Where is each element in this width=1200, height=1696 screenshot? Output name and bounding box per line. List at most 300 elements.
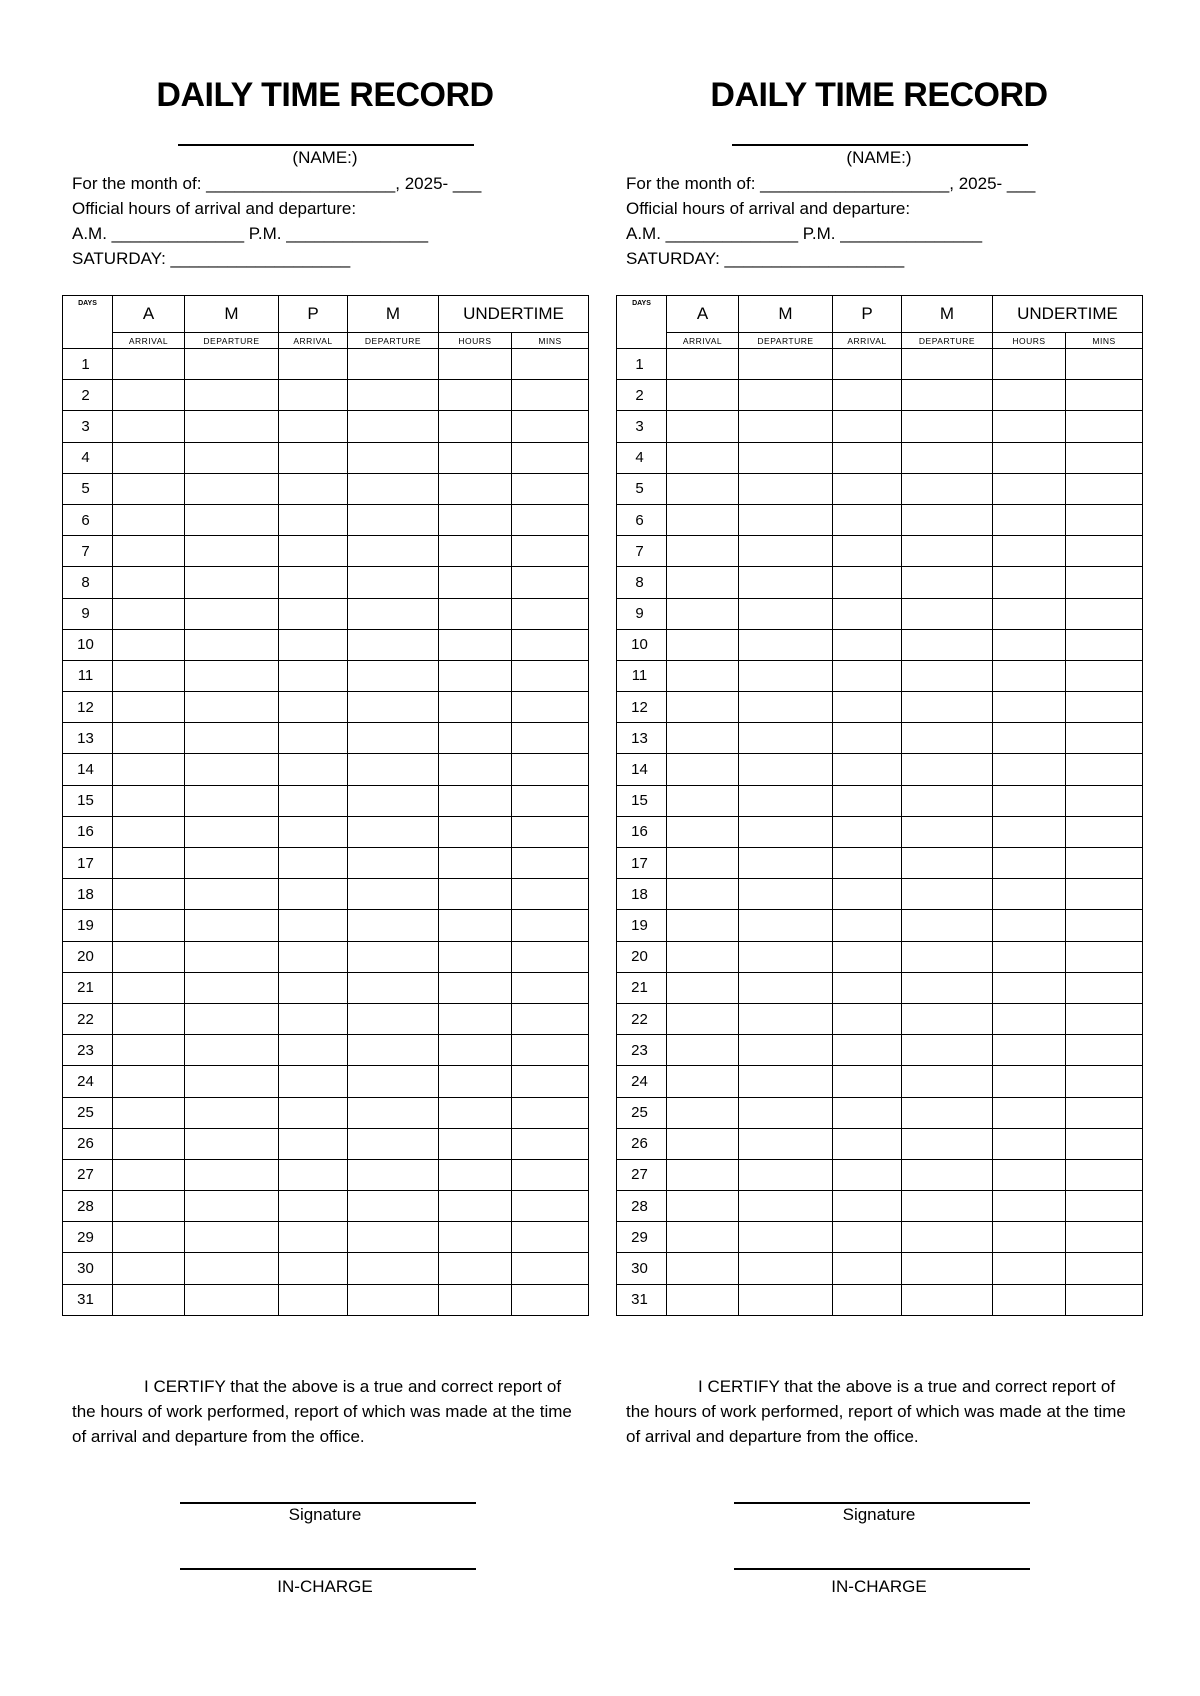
undertime-hours-cell[interactable] — [993, 1097, 1066, 1128]
pm-departure-cell[interactable] — [902, 598, 993, 629]
pm-arrival-cell[interactable] — [279, 723, 348, 754]
am-arrival-cell[interactable] — [667, 692, 739, 723]
am-departure-cell[interactable] — [185, 536, 279, 567]
undertime-mins-cell[interactable] — [1066, 1097, 1143, 1128]
undertime-hours-cell[interactable] — [993, 660, 1066, 691]
pm-arrival-cell[interactable] — [279, 941, 348, 972]
undertime-hours-cell[interactable] — [439, 972, 512, 1003]
pm-arrival-cell[interactable] — [833, 816, 902, 847]
pm-departure-cell[interactable] — [902, 1035, 993, 1066]
am-arrival-cell[interactable] — [667, 536, 739, 567]
undertime-hours-cell[interactable] — [993, 567, 1066, 598]
pm-departure-cell[interactable] — [348, 848, 439, 879]
undertime-hours-cell[interactable] — [993, 1128, 1066, 1159]
pm-departure-cell[interactable] — [902, 910, 993, 941]
pm-departure-cell[interactable] — [348, 1003, 439, 1034]
undertime-hours-cell[interactable] — [439, 1159, 512, 1190]
am-departure-cell[interactable] — [739, 411, 833, 442]
undertime-hours-cell[interactable] — [439, 349, 512, 380]
undertime-hours-cell[interactable] — [993, 629, 1066, 660]
pm-arrival-cell[interactable] — [833, 785, 902, 816]
pm-arrival-cell[interactable] — [279, 816, 348, 847]
am-departure-cell[interactable] — [185, 1253, 279, 1284]
undertime-mins-cell[interactable] — [1066, 1035, 1143, 1066]
undertime-mins-cell[interactable] — [1066, 567, 1143, 598]
pm-departure-cell[interactable] — [902, 1066, 993, 1097]
am-departure-cell[interactable] — [185, 879, 279, 910]
am-arrival-cell[interactable] — [113, 1066, 185, 1097]
undertime-mins-cell[interactable] — [512, 1284, 589, 1315]
undertime-mins-cell[interactable] — [1066, 1191, 1143, 1222]
am-departure-cell[interactable] — [185, 723, 279, 754]
am-departure-cell[interactable] — [185, 941, 279, 972]
pm-arrival-cell[interactable] — [279, 1066, 348, 1097]
am-departure-cell[interactable] — [739, 660, 833, 691]
undertime-mins-cell[interactable] — [512, 473, 589, 504]
am-arrival-cell[interactable] — [667, 349, 739, 380]
pm-arrival-cell[interactable] — [833, 411, 902, 442]
am-arrival-cell[interactable] — [113, 1191, 185, 1222]
am-departure-cell[interactable] — [185, 349, 279, 380]
am-departure-cell[interactable] — [739, 380, 833, 411]
undertime-hours-cell[interactable] — [439, 1191, 512, 1222]
undertime-hours-cell[interactable] — [439, 1284, 512, 1315]
pm-arrival-cell[interactable] — [279, 660, 348, 691]
am-departure-cell[interactable] — [739, 349, 833, 380]
undertime-mins-cell[interactable] — [1066, 879, 1143, 910]
undertime-mins-cell[interactable] — [1066, 1222, 1143, 1253]
pm-arrival-cell[interactable] — [279, 692, 348, 723]
pm-departure-cell[interactable] — [902, 1191, 993, 1222]
pm-departure-cell[interactable] — [902, 941, 993, 972]
am-arrival-cell[interactable] — [113, 598, 185, 629]
pm-departure-cell[interactable] — [348, 1222, 439, 1253]
pm-arrival-cell[interactable] — [279, 411, 348, 442]
undertime-mins-cell[interactable] — [1066, 598, 1143, 629]
am-arrival-cell[interactable] — [113, 442, 185, 473]
am-departure-cell[interactable] — [185, 411, 279, 442]
pm-arrival-cell[interactable] — [279, 349, 348, 380]
am-arrival-cell[interactable] — [667, 1035, 739, 1066]
undertime-mins-cell[interactable] — [512, 1128, 589, 1159]
pm-departure-cell[interactable] — [348, 754, 439, 785]
am-departure-cell[interactable] — [739, 879, 833, 910]
pm-arrival-cell[interactable] — [279, 879, 348, 910]
undertime-hours-cell[interactable] — [439, 941, 512, 972]
pm-arrival-cell[interactable] — [833, 1097, 902, 1128]
am-departure-cell[interactable] — [739, 1159, 833, 1190]
pm-arrival-cell[interactable] — [279, 473, 348, 504]
undertime-hours-cell[interactable] — [439, 629, 512, 660]
undertime-hours-cell[interactable] — [993, 692, 1066, 723]
pm-departure-cell[interactable] — [348, 536, 439, 567]
am-departure-cell[interactable] — [185, 1222, 279, 1253]
undertime-hours-cell[interactable] — [439, 816, 512, 847]
undertime-hours-cell[interactable] — [439, 754, 512, 785]
undertime-mins-cell[interactable] — [512, 567, 589, 598]
am-departure-cell[interactable] — [739, 629, 833, 660]
pm-departure-cell[interactable] — [902, 349, 993, 380]
am-departure-cell[interactable] — [185, 754, 279, 785]
pm-departure-cell[interactable] — [902, 1253, 993, 1284]
pm-arrival-cell[interactable] — [833, 349, 902, 380]
undertime-hours-cell[interactable] — [439, 1003, 512, 1034]
pm-arrival-cell[interactable] — [833, 1159, 902, 1190]
am-departure-cell[interactable] — [185, 1128, 279, 1159]
am-arrival-cell[interactable] — [113, 879, 185, 910]
am-arrival-cell[interactable] — [667, 1128, 739, 1159]
am-arrival-cell[interactable] — [113, 723, 185, 754]
pm-departure-cell[interactable] — [348, 380, 439, 411]
undertime-hours-cell[interactable] — [993, 910, 1066, 941]
undertime-mins-cell[interactable] — [1066, 349, 1143, 380]
pm-arrival-cell[interactable] — [833, 1222, 902, 1253]
pm-arrival-cell[interactable] — [833, 941, 902, 972]
am-arrival-cell[interactable] — [113, 972, 185, 1003]
undertime-hours-cell[interactable] — [439, 1035, 512, 1066]
undertime-mins-cell[interactable] — [1066, 723, 1143, 754]
am-arrival-cell[interactable] — [667, 567, 739, 598]
pm-departure-cell[interactable] — [902, 848, 993, 879]
am-departure-cell[interactable] — [185, 972, 279, 1003]
am-arrival-cell[interactable] — [113, 785, 185, 816]
pm-departure-cell[interactable] — [348, 1191, 439, 1222]
am-departure-cell[interactable] — [185, 442, 279, 473]
am-arrival-cell[interactable] — [113, 692, 185, 723]
am-arrival-cell[interactable] — [113, 1222, 185, 1253]
undertime-mins-cell[interactable] — [1066, 629, 1143, 660]
pm-arrival-cell[interactable] — [279, 536, 348, 567]
undertime-hours-cell[interactable] — [993, 941, 1066, 972]
am-departure-cell[interactable] — [739, 1191, 833, 1222]
undertime-mins-cell[interactable] — [1066, 1066, 1143, 1097]
pm-arrival-cell[interactable] — [279, 1097, 348, 1128]
undertime-hours-cell[interactable] — [439, 879, 512, 910]
undertime-mins-cell[interactable] — [1066, 816, 1143, 847]
pm-arrival-cell[interactable] — [279, 785, 348, 816]
am-departure-cell[interactable] — [739, 848, 833, 879]
pm-departure-cell[interactable] — [902, 1284, 993, 1315]
am-arrival-cell[interactable] — [667, 1066, 739, 1097]
pm-departure-cell[interactable] — [902, 754, 993, 785]
pm-arrival-cell[interactable] — [833, 380, 902, 411]
undertime-hours-cell[interactable] — [439, 848, 512, 879]
pm-departure-cell[interactable] — [348, 1097, 439, 1128]
pm-arrival-cell[interactable] — [279, 910, 348, 941]
undertime-hours-cell[interactable] — [993, 1035, 1066, 1066]
am-arrival-cell[interactable] — [667, 723, 739, 754]
am-arrival-cell[interactable] — [113, 941, 185, 972]
am-arrival-cell[interactable] — [667, 754, 739, 785]
pm-arrival-cell[interactable] — [833, 1253, 902, 1284]
pm-departure-cell[interactable] — [348, 785, 439, 816]
undertime-hours-cell[interactable] — [439, 660, 512, 691]
undertime-mins-cell[interactable] — [512, 785, 589, 816]
pm-departure-cell[interactable] — [348, 349, 439, 380]
undertime-hours-cell[interactable] — [439, 442, 512, 473]
pm-departure-cell[interactable] — [902, 380, 993, 411]
pm-departure-cell[interactable] — [902, 1128, 993, 1159]
pm-departure-cell[interactable] — [348, 504, 439, 535]
undertime-mins-cell[interactable] — [1066, 754, 1143, 785]
pm-departure-cell[interactable] — [348, 660, 439, 691]
am-arrival-cell[interactable] — [113, 910, 185, 941]
pm-arrival-cell[interactable] — [279, 1284, 348, 1315]
am-arrival-cell[interactable] — [113, 411, 185, 442]
pm-arrival-cell[interactable] — [279, 1003, 348, 1034]
undertime-mins-cell[interactable] — [512, 536, 589, 567]
pm-departure-cell[interactable] — [348, 1128, 439, 1159]
pm-departure-cell[interactable] — [348, 972, 439, 1003]
am-arrival-cell[interactable] — [113, 1128, 185, 1159]
pm-departure-cell[interactable] — [902, 785, 993, 816]
am-arrival-cell[interactable] — [113, 629, 185, 660]
pm-departure-cell[interactable] — [902, 567, 993, 598]
undertime-mins-cell[interactable] — [512, 879, 589, 910]
undertime-mins-cell[interactable] — [512, 1035, 589, 1066]
am-departure-cell[interactable] — [739, 785, 833, 816]
undertime-hours-cell[interactable] — [993, 723, 1066, 754]
pm-departure-cell[interactable] — [902, 692, 993, 723]
undertime-mins-cell[interactable] — [1066, 473, 1143, 504]
am-arrival-cell[interactable] — [667, 598, 739, 629]
pm-departure-cell[interactable] — [348, 910, 439, 941]
pm-arrival-cell[interactable] — [279, 1222, 348, 1253]
undertime-hours-cell[interactable] — [439, 473, 512, 504]
am-arrival-cell[interactable] — [667, 660, 739, 691]
pm-arrival-cell[interactable] — [279, 504, 348, 535]
pm-arrival-cell[interactable] — [833, 754, 902, 785]
undertime-hours-cell[interactable] — [439, 411, 512, 442]
signature-line[interactable] — [734, 1502, 1030, 1504]
pm-arrival-cell[interactable] — [833, 692, 902, 723]
pm-departure-cell[interactable] — [902, 442, 993, 473]
incharge-line[interactable] — [734, 1568, 1030, 1570]
am-departure-cell[interactable] — [185, 598, 279, 629]
am-departure-cell[interactable] — [739, 723, 833, 754]
pm-arrival-cell[interactable] — [833, 1003, 902, 1034]
pm-departure-cell[interactable] — [902, 629, 993, 660]
pm-departure-cell[interactable] — [348, 411, 439, 442]
pm-arrival-cell[interactable] — [279, 598, 348, 629]
undertime-hours-cell[interactable] — [439, 536, 512, 567]
am-departure-cell[interactable] — [185, 380, 279, 411]
undertime-mins-cell[interactable] — [1066, 536, 1143, 567]
am-departure-cell[interactable] — [739, 473, 833, 504]
am-arrival-cell[interactable] — [113, 1284, 185, 1315]
undertime-hours-cell[interactable] — [993, 411, 1066, 442]
am-departure-cell[interactable] — [739, 1003, 833, 1034]
undertime-mins-cell[interactable] — [1066, 1284, 1143, 1315]
undertime-hours-cell[interactable] — [439, 1222, 512, 1253]
am-arrival-cell[interactable] — [667, 879, 739, 910]
undertime-mins-cell[interactable] — [512, 754, 589, 785]
am-departure-cell[interactable] — [739, 598, 833, 629]
am-arrival-cell[interactable] — [667, 1222, 739, 1253]
pm-departure-cell[interactable] — [348, 598, 439, 629]
undertime-mins-cell[interactable] — [512, 598, 589, 629]
am-arrival-cell[interactable] — [667, 442, 739, 473]
am-arrival-cell[interactable] — [113, 1003, 185, 1034]
am-departure-cell[interactable] — [739, 1066, 833, 1097]
am-arrival-cell[interactable] — [667, 1191, 739, 1222]
pm-arrival-cell[interactable] — [279, 1191, 348, 1222]
am-departure-cell[interactable] — [185, 1066, 279, 1097]
pm-arrival-cell[interactable] — [833, 972, 902, 1003]
undertime-hours-cell[interactable] — [993, 1222, 1066, 1253]
undertime-hours-cell[interactable] — [439, 1066, 512, 1097]
am-departure-cell[interactable] — [739, 1128, 833, 1159]
pm-departure-cell[interactable] — [902, 504, 993, 535]
pm-arrival-cell[interactable] — [279, 442, 348, 473]
am-departure-cell[interactable] — [185, 473, 279, 504]
pm-arrival-cell[interactable] — [279, 972, 348, 1003]
undertime-hours-cell[interactable] — [439, 380, 512, 411]
pm-arrival-cell[interactable] — [279, 754, 348, 785]
pm-arrival-cell[interactable] — [833, 1066, 902, 1097]
am-departure-cell[interactable] — [185, 1097, 279, 1128]
am-departure-cell[interactable] — [185, 567, 279, 598]
pm-departure-cell[interactable] — [902, 972, 993, 1003]
undertime-hours-cell[interactable] — [439, 910, 512, 941]
am-arrival-cell[interactable] — [667, 411, 739, 442]
undertime-mins-cell[interactable] — [512, 941, 589, 972]
pm-departure-cell[interactable] — [902, 473, 993, 504]
pm-arrival-cell[interactable] — [833, 504, 902, 535]
am-arrival-cell[interactable] — [113, 349, 185, 380]
am-departure-cell[interactable] — [739, 1253, 833, 1284]
pm-departure-cell[interactable] — [348, 723, 439, 754]
pm-departure-cell[interactable] — [902, 1159, 993, 1190]
undertime-mins-cell[interactable] — [1066, 1128, 1143, 1159]
pm-arrival-cell[interactable] — [833, 1035, 902, 1066]
pm-arrival-cell[interactable] — [279, 1035, 348, 1066]
am-arrival-cell[interactable] — [667, 629, 739, 660]
am-departure-cell[interactable] — [739, 1097, 833, 1128]
pm-departure-cell[interactable] — [902, 816, 993, 847]
undertime-hours-cell[interactable] — [993, 1284, 1066, 1315]
am-arrival-cell[interactable] — [667, 1003, 739, 1034]
am-departure-cell[interactable] — [739, 972, 833, 1003]
undertime-mins-cell[interactable] — [512, 629, 589, 660]
undertime-mins-cell[interactable] — [512, 1159, 589, 1190]
undertime-mins-cell[interactable] — [1066, 848, 1143, 879]
undertime-mins-cell[interactable] — [512, 723, 589, 754]
undertime-mins-cell[interactable] — [512, 380, 589, 411]
undertime-hours-cell[interactable] — [993, 598, 1066, 629]
signature-line[interactable] — [180, 1502, 476, 1504]
am-departure-cell[interactable] — [739, 442, 833, 473]
am-arrival-cell[interactable] — [113, 816, 185, 847]
pm-departure-cell[interactable] — [348, 1035, 439, 1066]
undertime-mins-cell[interactable] — [1066, 1003, 1143, 1034]
undertime-mins-cell[interactable] — [512, 349, 589, 380]
undertime-hours-cell[interactable] — [439, 1097, 512, 1128]
pm-departure-cell[interactable] — [902, 1222, 993, 1253]
am-arrival-cell[interactable] — [667, 941, 739, 972]
am-departure-cell[interactable] — [185, 660, 279, 691]
undertime-hours-cell[interactable] — [993, 1159, 1066, 1190]
incharge-line[interactable] — [180, 1568, 476, 1570]
undertime-hours-cell[interactable] — [439, 785, 512, 816]
am-arrival-cell[interactable] — [667, 1159, 739, 1190]
am-departure-cell[interactable] — [739, 754, 833, 785]
am-departure-cell[interactable] — [739, 504, 833, 535]
pm-arrival-cell[interactable] — [833, 660, 902, 691]
am-arrival-cell[interactable] — [113, 504, 185, 535]
undertime-hours-cell[interactable] — [439, 504, 512, 535]
pm-departure-cell[interactable] — [902, 660, 993, 691]
pm-arrival-cell[interactable] — [279, 380, 348, 411]
pm-arrival-cell[interactable] — [833, 723, 902, 754]
am-arrival-cell[interactable] — [667, 1097, 739, 1128]
undertime-hours-cell[interactable] — [439, 1128, 512, 1159]
undertime-mins-cell[interactable] — [1066, 785, 1143, 816]
pm-departure-cell[interactable] — [348, 1159, 439, 1190]
pm-departure-cell[interactable] — [348, 629, 439, 660]
pm-departure-cell[interactable] — [348, 692, 439, 723]
pm-arrival-cell[interactable] — [279, 1128, 348, 1159]
undertime-hours-cell[interactable] — [993, 1066, 1066, 1097]
undertime-hours-cell[interactable] — [993, 785, 1066, 816]
am-departure-cell[interactable] — [185, 1284, 279, 1315]
undertime-hours-cell[interactable] — [993, 442, 1066, 473]
am-arrival-cell[interactable] — [113, 660, 185, 691]
undertime-mins-cell[interactable] — [512, 411, 589, 442]
undertime-mins-cell[interactable] — [512, 660, 589, 691]
am-arrival-cell[interactable] — [113, 848, 185, 879]
pm-arrival-cell[interactable] — [279, 1253, 348, 1284]
name-blank-line[interactable] — [732, 144, 1028, 146]
am-departure-cell[interactable] — [185, 629, 279, 660]
am-departure-cell[interactable] — [739, 692, 833, 723]
am-arrival-cell[interactable] — [667, 1253, 739, 1284]
undertime-mins-cell[interactable] — [1066, 380, 1143, 411]
am-departure-cell[interactable] — [739, 536, 833, 567]
pm-arrival-cell[interactable] — [833, 879, 902, 910]
undertime-mins-cell[interactable] — [1066, 660, 1143, 691]
undertime-hours-cell[interactable] — [993, 349, 1066, 380]
undertime-mins-cell[interactable] — [1066, 1159, 1143, 1190]
am-arrival-cell[interactable] — [113, 1253, 185, 1284]
am-departure-cell[interactable] — [185, 848, 279, 879]
am-departure-cell[interactable] — [185, 816, 279, 847]
am-arrival-cell[interactable] — [113, 1159, 185, 1190]
pm-departure-cell[interactable] — [902, 1003, 993, 1034]
am-arrival-cell[interactable] — [667, 910, 739, 941]
pm-departure-cell[interactable] — [902, 1097, 993, 1128]
am-arrival-cell[interactable] — [667, 848, 739, 879]
pm-departure-cell[interactable] — [348, 879, 439, 910]
pm-arrival-cell[interactable] — [833, 473, 902, 504]
undertime-hours-cell[interactable] — [993, 380, 1066, 411]
pm-departure-cell[interactable] — [902, 723, 993, 754]
am-arrival-cell[interactable] — [667, 785, 739, 816]
undertime-mins-cell[interactable] — [1066, 442, 1143, 473]
am-departure-cell[interactable] — [185, 910, 279, 941]
undertime-mins-cell[interactable] — [1066, 692, 1143, 723]
am-departure-cell[interactable] — [739, 1222, 833, 1253]
am-arrival-cell[interactable] — [667, 816, 739, 847]
undertime-hours-cell[interactable] — [439, 598, 512, 629]
am-departure-cell[interactable] — [739, 567, 833, 598]
name-blank-line[interactable] — [178, 144, 474, 146]
undertime-hours-cell[interactable] — [993, 1003, 1066, 1034]
undertime-hours-cell[interactable] — [993, 473, 1066, 504]
am-arrival-cell[interactable] — [113, 380, 185, 411]
pm-arrival-cell[interactable] — [833, 629, 902, 660]
am-arrival-cell[interactable] — [113, 536, 185, 567]
